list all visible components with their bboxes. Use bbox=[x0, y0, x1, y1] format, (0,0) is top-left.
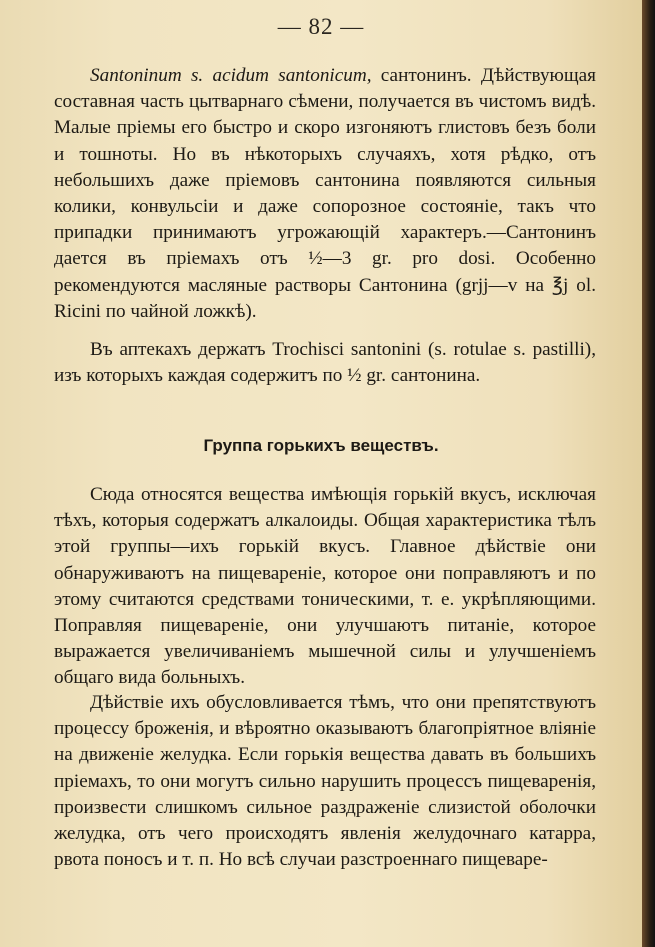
paragraph-text: сантонинъ. Дѣйствующая составная часть цытварнаго сѣмени, получается въ чистомъ видѣ. Малые пріемы его быстро и скоро изгоняютъ глистовъ безъ боли и тошноты. Но въ нѣкоторыхъ случаяхъ, хотя рѣдко, отъ небольшихъ даже пріемовъ сантонина появляются сильныя колики, конвульсіи и даже сопорозное состояніе, такъ что припадки принимаютъ угрожающій характеръ.—Сантонинъ дается въ пріемахъ отъ ½—3 gr. pro dosi. Особенно рекомендуются масляные растворы Сантонина (grjj—v на ℥j ol. Ricini по чайной ложкѣ). bbox=[54, 65, 596, 322]
paragraph-action: Дѣйствіе ихъ обусловливается тѣмъ, что они препятствуютъ процессу броженія, и вѣроятно оказываютъ благопріятное вліяніе на движеніе желудка. Если горькія вещества давать въ большихъ пріемахъ, то они могутъ сильно нарушить процессъ пищеваренія, произвести слишкомъ сильное раздраженіе слизистой оболочки желудка, отъ чего происходятъ явленія желудочнаго катарра, рвота поносъ и т. п. Но всѣ случаи разстроеннаго пищеваре- bbox=[54, 692, 596, 871]
latin-term: Santoninum s. acidum santonicum, bbox=[90, 65, 372, 86]
section-heading: Группа горькихъ веществъ. bbox=[203, 436, 439, 455]
paragraph-bitter-substances: Сюда относятся вещества имѣющія горькій вкусъ, исключая тѣхъ, которыя содержатъ алкалоиды. Общая характеристика тѣлъ этой группы—ихъ горькій вкусъ. Главное дѣйствіе они обнаруживаютъ на пищевареніе, которое они поправляютъ и по этому считаются средствами тоническими, т. е. укрѣпляющими. Поправляя пищевареніе, они улучшаютъ питаніе, которое выражается увеличиваніемъ мышечной силы и улучшеніемъ общаго вида больныхъ. bbox=[54, 484, 596, 689]
paragraph-trochisci: Въ аптекахъ держатъ Trochisci santonini (s. rotulae s. pastilli), изъ которыхъ каждая содержитъ по ½ gr. сантонина. bbox=[54, 339, 596, 387]
paragraph-santonin bbox=[54, 63, 596, 325]
page-edge bbox=[642, 0, 655, 947]
page-number: — 82 — bbox=[277, 14, 365, 39]
